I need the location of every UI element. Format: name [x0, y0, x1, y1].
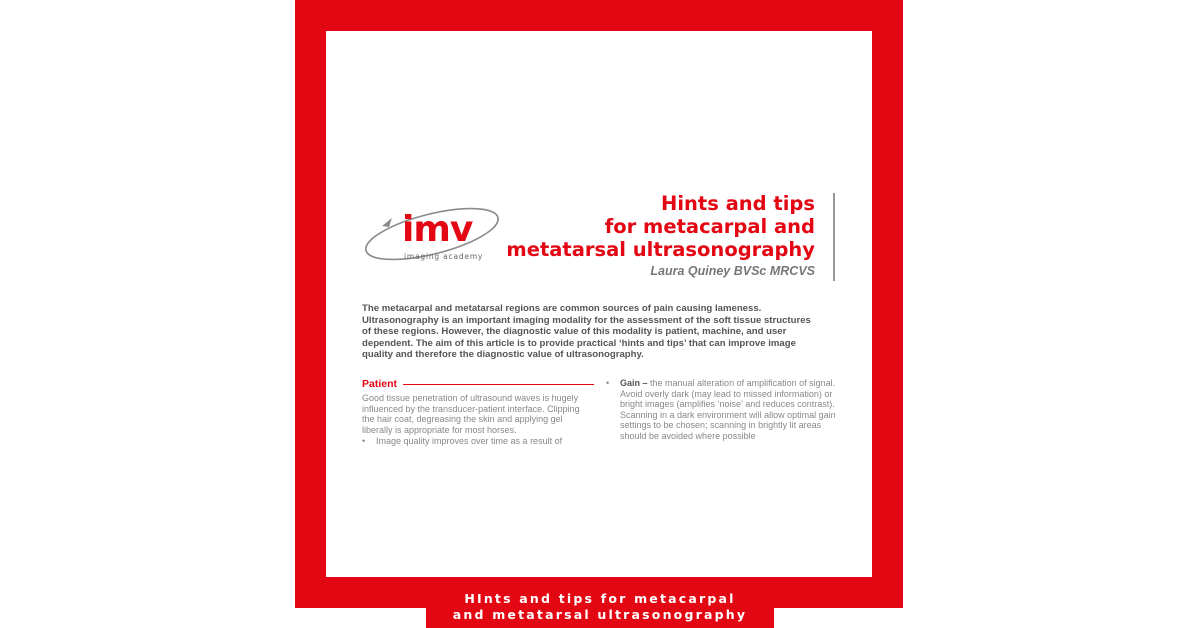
title-line: for metacarpal and — [604, 215, 815, 238]
banner-line: and metatarsal ultrasonography — [452, 607, 748, 622]
imv-logo — [362, 196, 502, 271]
logo-wordmark: imv — [402, 209, 473, 250]
section-rule — [403, 384, 594, 385]
bullet-marker: • — [606, 378, 610, 388]
left-column — [362, 378, 594, 454]
logo-subtitle: imaging academy — [404, 252, 484, 261]
article-author: Laura Quiney BVSc MRCVS — [650, 264, 815, 278]
footer-banner — [426, 588, 774, 628]
bullet-term: Gain – — [620, 378, 648, 388]
banner-line: HInts and tips for metacarpal — [464, 591, 736, 606]
section-body: Good tissue penetration of ultrasound waves is hugely influenced by the transducer-patient interface. Clipping the hair coat, degreasing the skin and applying gel liberally is appropriate for most horses. — [362, 393, 580, 435]
right-column — [606, 378, 838, 454]
section-heading — [362, 378, 594, 390]
bullet-description: the manual alteration of amplification of signal. Avoid overly dark (may lead to missed information) or bright images (amplifies ‘noise’ and reduces contrast). Scanning in a dark environment will allow optimal gain settings to be chosen; scanning in brightly lit areas should be avoided where possible — [620, 378, 836, 441]
title-line: Hints and tips — [661, 192, 815, 215]
list-item — [606, 378, 838, 442]
article-intro: The metacarpal and metatarsal regions are common sources of pain causing lameness. Ultrasonography is an important imaging modality for the assessment of the soft tissue structures of these regions. However, the diagnostic value of this modality is patient, machine, and user dependent. The aim of this article is to provide practical ‘hints and tips’ that can improve image quality and therefore the diagnostic value of ultrasonography. — [362, 303, 811, 360]
title-line: metatarsal ultrasonography — [506, 238, 815, 261]
article-title — [506, 192, 815, 261]
list-item — [362, 436, 594, 447]
bullet-text — [620, 378, 838, 442]
bullet-text: Image quality improves over time as a result of — [376, 436, 563, 447]
title-divider — [833, 193, 835, 281]
section-title-patient: Patient — [362, 378, 398, 390]
bullet-marker: • — [362, 436, 366, 447]
